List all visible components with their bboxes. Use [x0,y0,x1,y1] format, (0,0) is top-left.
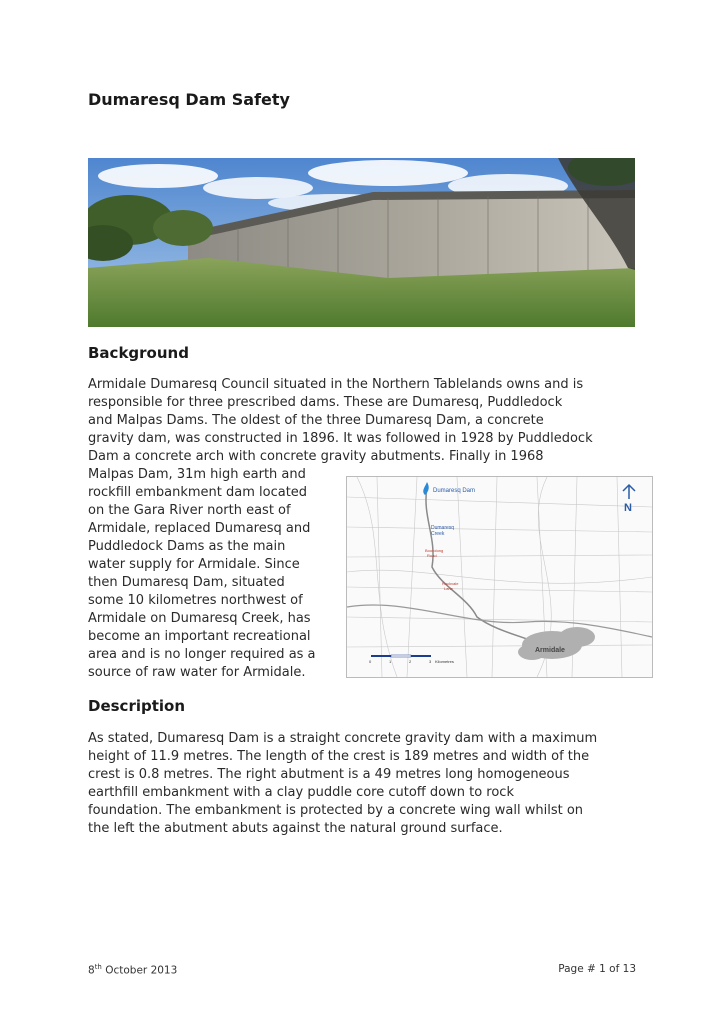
text-line: crest is 0.8 metres. The right abutment is a 49 metres long homogeneous [88,767,570,782]
text-line: gravity dam, was constructed in 1896. It was followed in 1928 by Puddledock [88,431,593,446]
north-arrow-icon [623,485,635,514]
footer-date-rest: October 2013 [101,964,178,977]
map-label-town: Armidale [535,647,565,654]
text-line: responsible for three prescribed dams. These are Dumaresq, Puddledock [88,395,563,410]
text-line: the left the abutment abuts against the natural ground surface. [88,821,503,836]
text-line: Armidale, replaced Dumaresq and [88,521,311,536]
location-map [346,476,653,678]
scale-tick: 1 [389,659,392,664]
text-line: some 10 kilometres northwest of [88,593,303,608]
dam-photo [88,158,635,327]
text-line: Dam a concrete arch with concrete gravity abutments. Finally in 1968 [88,449,544,464]
text-line: Malpas Dam, 31m high earth and [88,467,306,482]
map-label-road: Road [427,553,437,558]
map-label-creek: Creek [431,531,445,537]
map-label-road: Lane [444,586,453,591]
text-line: Armidale Dumaresq Council situated in the Northern Tablelands owns and is [88,377,584,392]
map-label-creek: Dumaresq [431,525,455,531]
description-paragraph [88,730,597,838]
page-title: Dumaresq Dam Safety [88,90,290,109]
text-line: and Malpas Dams. The oldest of the three Dumaresq Dam, a concrete [88,413,544,428]
scale-unit: Kilometres [435,659,454,664]
scale-tick: 3 [429,659,432,664]
text-line: area and is no longer required as a [88,647,316,662]
footer-date-suffix: th [94,963,102,971]
text-line: As stated, Dumaresq Dam is a straight concrete gravity dam with a maximum [88,731,598,746]
text-line: water supply for Armidale. Since [88,557,300,572]
text-line: height of 11.9 metres. The length of the crest is 189 metres and width of the [88,749,590,764]
text-line: Armidale on Dumaresq Creek, has [88,611,311,626]
north-label: N [624,502,632,514]
map-label-road: Rockvale [442,581,459,586]
footer-date-day: 8 [88,964,95,977]
text-line: foundation. The embankment is protected by a concrete wing wall whilst on [88,803,584,818]
text-line: on the Gara River north east of [88,503,291,518]
map-label-dam: Dumaresq Dam [433,488,476,494]
map-label-road: Boorolong [425,548,444,553]
text-line: Puddledock Dams as the main [88,539,286,554]
scale-tick: 2 [409,659,412,664]
text-line: source of raw water for Armidale. [88,665,306,680]
text-line: then Dumaresq Dam, situated [88,575,285,590]
footer-page-number: Page # 1 of 13 [558,963,636,975]
text-line: earthfill embankment with a clay puddle core cutoff down to rock [88,785,514,800]
text-line: rockfill embankment dam located [88,485,308,500]
section-heading-background: Background [88,344,189,362]
text-line: become an important recreational [88,629,311,644]
footer-date [88,963,177,977]
scale-tick: 0 [369,659,372,664]
section-heading-description: Description [88,697,186,715]
